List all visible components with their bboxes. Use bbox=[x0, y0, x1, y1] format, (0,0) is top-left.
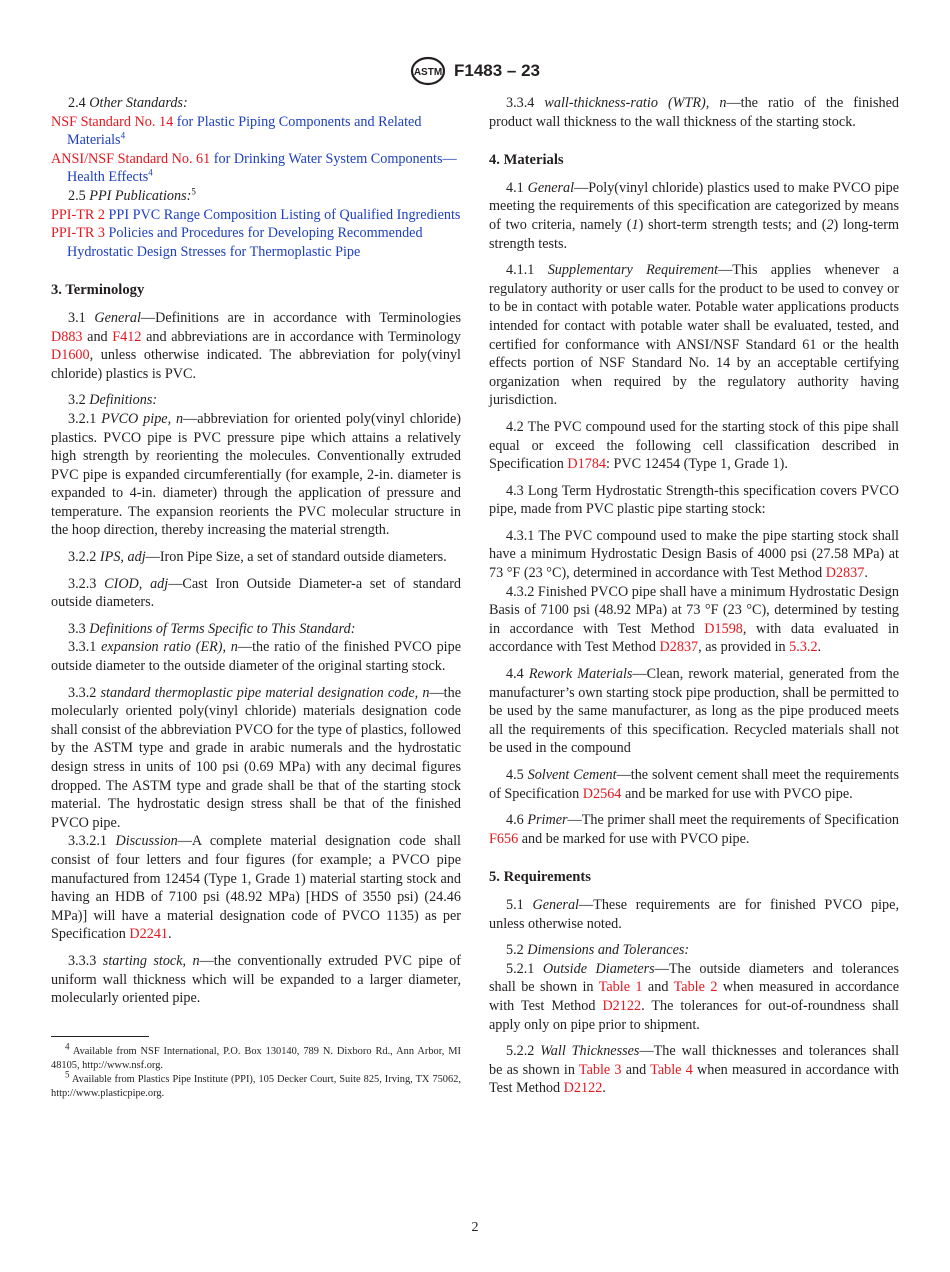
para-5-2-1: 5.2.1 Outside Diameters—The outside diameters and tolerances shall be shown in Table 1 and Table 2 when measured in accordance with Test Method D2122. The tolerances for out-of-roundness shall apply only on pipe prior to shipment. bbox=[489, 960, 900, 1033]
page-number: 2 bbox=[471, 1220, 479, 1235]
link-5-3-2[interactable]: 5.3.2 bbox=[789, 639, 818, 656]
para-4-1-1: 4.1.1 Supplementary Requirement—This applies whenever a regulatory authority or user calls for the product to be used to convey or to be in contact with potable water. Potable water applications products intended for contact with potable water shall be evaluated, tested, and certified for conformance with ANSI/NSF Standard 61 or the health effects portion of NSF Standard No. 14 by an acceptable certifying organization when required by the regulatory authority having jurisdiction. bbox=[489, 262, 899, 409]
link-table-4[interactable]: Table 4 bbox=[650, 1061, 693, 1078]
link-d2122[interactable]: D2122 bbox=[602, 997, 642, 1014]
para-4-3-1: 4.3.1 The PVC compound used to make the pipe starting stock shall have a minimum Hydrostatic Design Basis of 4000 psi (27.58 MPa) at 73 °F (23 °C), determined in accordance with Test Method D2837. bbox=[489, 527, 899, 582]
para-3-1: 3.1 General—Definitions are in accordance with Terminologies D883 and F412 and abbreviations are in accordance with Terminology D1600, unless otherwise indicated. The abbreviation for poly(vinyl chloride) plastics is PVC. bbox=[51, 309, 462, 382]
svg-text:ASTM: ASTM bbox=[413, 67, 443, 78]
link-d2837-b[interactable]: D2837 bbox=[659, 639, 699, 656]
para-3-2-2: 3.2.2 IPS, adj—Iron Pipe Size, a set of standard outside diameters. bbox=[68, 549, 447, 566]
para-3-2: 3.2 Definitions: bbox=[68, 392, 158, 409]
page-header bbox=[0, 56, 950, 86]
para-3-3: 3.3 Definitions of Terms Specific to This Standard: bbox=[68, 620, 356, 637]
link-table-3[interactable]: Table 3 bbox=[578, 1061, 622, 1078]
link-d1598[interactable]: D1598 bbox=[704, 620, 743, 637]
para-4-4: 4.4 Rework Materials—Clean, rework material, generated from the manufacturer’s own starting stock pipe production, shall be permitted to be used by the same manufacturer, as long as the pipe produced meets all the requirements of this specification. Recycled materials shall not be used in the compound bbox=[489, 666, 900, 757]
link-d2564[interactable]: D2564 bbox=[582, 785, 622, 802]
para-4-2: 4.2 The PVC compound used for the starting stock of this pipe shall equal or exceed the following cell classification described in Specification D1784: PVC 12454 (Type 1, Grade 1). bbox=[489, 418, 899, 473]
para-3-2-3: 3.2.3 CIOD, adj—Cast Iron Outside Diameter-a set of standard outside diameters. bbox=[51, 575, 462, 611]
link-d2241[interactable]: D2241 bbox=[129, 926, 169, 943]
para-4-6: 4.6 Primer—The primer shall meet the requirements of Specification F656 and be marked for use with PVCO pipe. bbox=[489, 812, 900, 847]
left-column bbox=[51, 94, 461, 1101]
para-4-3: 4.3 Long Term Hydrostatic Strength-this specification covers PVCO pipe, made from PVC plastic pipe starting stock: bbox=[489, 482, 899, 518]
para-3-3-3: 3.3.3 starting stock, n—the conventionally extruded PVC pipe of uniform wall thickness which will be expanded to a larger diameter, molecularly oriented pipe. bbox=[51, 952, 461, 1007]
para-3-3-4: 3.3.4 wall-thickness-ratio (WTR), n—the ratio of the finished product wall thickness to the wall thickness of the starting stock. bbox=[489, 95, 899, 130]
link-d1600[interactable]: D1600 bbox=[51, 347, 90, 364]
para-3-3-2: 3.3.2 standard thermoplastic pipe material designation code, n—the molecularly oriented poly(vinyl chloride) materials designation code shall consist of the abbreviation PVCO for the type of plastics, followed by the ASTM type and grade in arabic numerals and the hydrostatic design stress in units of 100 psi (0.69 MPa) with any decimal figures dropped. The ASTM type and grade shall be that of the starting stock material. The hydrostatic design stress shall be that of the finished PVCO pipe. bbox=[51, 684, 462, 831]
footnote-4: $^4$ Available from NSF International, P.O. Box 130140, 789 N. Dixboro Rd., Ann Arbor, MI 48105, http://www.nsf.org. bbox=[51, 1041, 461, 1071]
link-table-1[interactable]: Table 1 bbox=[598, 979, 643, 996]
link-d2122-b[interactable]: D2122 bbox=[563, 1080, 603, 1097]
link-f656[interactable]: F656 bbox=[489, 830, 519, 847]
para-3-2-1: 3.2.1 PVCO pipe, n—abbreviation for oriented poly(vinyl chloride) plastics. PVCO pipe is PVC pressure pipe which attains a relatively high strength by reorienting the molecules. Conventionally extruded PVC pipe is expanded circumferentially (for example, 2-in. diameter is expanded to 4-in. diameter) through the application of pressure and temperature. The expansion reorients the PVC molecular structure in the hoop direction, thereby increasing the material strength. bbox=[51, 410, 462, 539]
para-4-3-2: 4.3.2 Finished PVCO pipe shall have a minimum Hydrostatic Design Basis of 7100 psi (48.92 MPa) at 73 °F (23 °C), determined by testing in accordance with Test Method D1598, with data evaluated in accordance with Test Method D2837, as provided in 5.3.2. bbox=[489, 583, 899, 656]
para-3-3-2-1: 3.3.2.1 Discussion—A complete material designation code shall consist of four letters and four figures (for example; a PVCO pipe manufactured from 12454 (Type 1, Grade 1) material starting stock and having an HDB of 7100 psi (48.92 MPa) [HDS of 3550 psi) (24.46 MPa)] will have a material designation code of PVCO 1135) as per Specification D2241. bbox=[51, 833, 461, 943]
para-5-1: 5.1 General—These requirements are for finished PVCO pipe, unless otherwise noted. bbox=[489, 896, 899, 932]
ref-ppi-tr-2[interactable]: PPI-TR 2 PPI PVC Range Composition Listing of Qualified Ingredients bbox=[51, 206, 461, 223]
link-d1784[interactable]: D1784 bbox=[567, 456, 607, 473]
footnote-divider bbox=[51, 1036, 149, 1037]
section-2-5: 2.5 PPI Publications:$^5$ bbox=[68, 186, 196, 204]
link-d2837[interactable]: D2837 bbox=[825, 565, 865, 582]
ref-nsf-14[interactable]: NSF Standard No. 14 for Plastic Piping Components and Related Materials$^4$ bbox=[51, 113, 422, 149]
link-f412[interactable]: F412 bbox=[112, 328, 142, 345]
heading-materials: 4. Materials bbox=[489, 152, 564, 169]
link-table-2[interactable]: Table 2 bbox=[673, 979, 718, 996]
right-column bbox=[489, 94, 899, 1106]
astm-logo-icon bbox=[410, 56, 446, 86]
heading-requirements: 5. Requirements bbox=[489, 869, 591, 886]
ref-ppi-tr-3[interactable]: PPI-TR 3 Policies and Procedures for Developing Recommended Hydrostatic Design Stresses for Thermoplastic Pipe bbox=[51, 225, 423, 260]
footnote-5: $^5$ Available from Plastics Pipe Institute (PPI), 105 Decker Court, Suite 825, Irving, TX 75062, http://www.plasticpipe.org. bbox=[51, 1069, 461, 1099]
link-d883[interactable]: D883 bbox=[51, 328, 83, 345]
para-4-1: 4.1 General—Poly(vinyl chloride) plastics used to make PVCO pipe meeting the requirements of this specification are categorized by means of two criteria, namely (1) short-term strength tests; and (2) long-term strength tests. bbox=[489, 179, 900, 252]
para-4-5: 4.5 Solvent Cement—the solvent cement shall meet the requirements of Specification D2564 and be marked for use with PVCO pipe. bbox=[489, 767, 899, 802]
para-3-3-1: 3.3.1 expansion ratio (ER), n—the ratio of the finished PVCO pipe outside diameter to the outside diameter of the original starting stock. bbox=[51, 639, 462, 675]
ref-ansi-nsf-61[interactable]: ANSI/NSF Standard No. 61 for Drinking Water System Components—Health Effects$^4$ bbox=[51, 150, 457, 186]
heading-terminology: 3. Terminology bbox=[51, 282, 145, 299]
document-designation: F1483 – 23 bbox=[453, 61, 540, 80]
para-5-2-2: 5.2.2 Wall Thicknesses—The wall thicknesses and tolerances shall be as shown in Table 3 and Table 4 when measured in accordance with Test Method D2122. bbox=[489, 1043, 900, 1097]
section-2-4: 2.4 Other Standards: bbox=[68, 95, 188, 111]
para-5-2: 5.2 Dimensions and Tolerances: bbox=[506, 942, 690, 959]
